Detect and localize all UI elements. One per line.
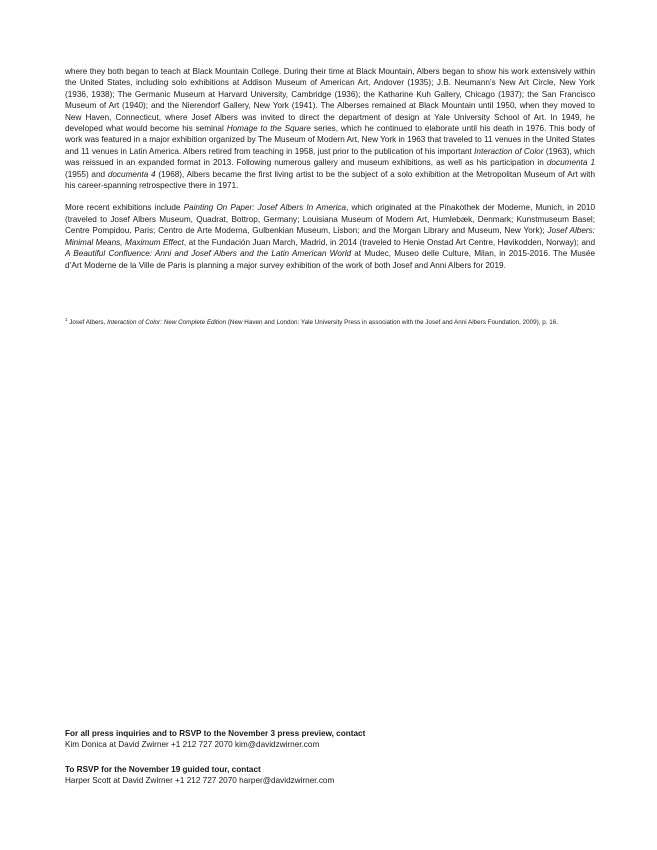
tour-contact-heading: To RSVP for the November 19 guided tour, contact [65,765,261,774]
footnote-marker: 1 [65,317,68,322]
footnote-text: Josef Albers, Interaction of Color: New Complete Edition (New Haven and London: Yale University Press in association with the Josef and Anni Albers Foundation, 2009), p. 16. [67,319,559,327]
italic-title: documenta 1 [546,158,596,168]
italic-title: Josef Albers: Minimal Means, Maximum Effect [65,226,596,247]
press-contact-line: Kim Donica at David Zwirner +1 212 727 2070 kim@davidzwirner.com [65,740,320,750]
press-contact [65,728,595,751]
paragraph-history: where they both began to teach at Black Mountain College. During their time at Black Mountain, Albers began to show his work extensively within the United States, including solo exhibitions at Addison Museum of American Art, Andover (1935); J.B. Neumann’s New Art Circle, New York (1936, 1938); The Germanic Museum at Harvard University, Cambridge (1936); the Katharine Kuh Gallery, Chicago (1937); the San Francisco Museum of Art (1940); and the Nierendorf Gallery, New York (1941). The Alberses remained at Black Mountain until 1950, when they moved to New Haven, Connecticut, where Josef Albers was invited to direct the department of design at Yale University School of Art. In 1949, he developed what would become his seminal Homage to the Square series, which he continued to elaborate until his death in 1976. This body of work was featured in a major exhibition organized by The Museum of Modern Art, New York in 1963 that traveled to 11 venues in the United States and 11 venues in Latin America. Albers retired from teaching in 1958, just prior to the publication of his important Interaction of Color (1963), which was reissued in an expanded format in 2013. Following numerous gallery and museum exhibitions, as well as his participation in documenta 1 (1955) and documenta 4 (1968), Albers became the first living artist to be the subject of a solo exhibition at the Metropolitan Museum of Art with his career-spanning retrospective there in 1971. [65,67,596,191]
italic-title: Interaction of Color: New Complete Edition [107,319,227,327]
tour-contact-line: Harper Scott at David Zwirner +1 212 727 2070 harper@davidzwirner.com [65,776,335,786]
body-text [65,66,595,282]
italic-title: Painting On Paper: Josef Albers In America [183,203,347,213]
press-contact-heading: For all press inquiries and to RSVP to the November 3 press preview, contact [65,729,366,738]
footnote [65,315,595,328]
italic-title: A Beautiful Confluence: Anni and Josef Albers and the Latin American World [65,249,352,259]
tour-contact [65,764,595,787]
paragraph-recent-exhibitions: More recent exhibitions include Painting On Paper: Josef Albers In America, which originated at the Pinakothek der Moderne, Munich, in 2010 (traveled to Josef Albers Museum, Quadrat, Bottrop, Germany; Louisiana Museum of Modern Art, Humlebæk, Denmark; Kunstmuseum Basel; Centre Pompidou, Paris; Centro de Arte Moderna, Gulbenkian Museum, Lisbon; and the Morgan Library and Museum, New York); Josef Albers: Minimal Means, Maximum Effect, at the Fundación Juan March, Madrid, in 2014 (traveled to Henie Onstad Art Centre, Høvikodden, Norway); and A Beautiful Confluence: Anni and Josef Albers and the Latin American World at Mudec, Museo delle Culture, Milan, in 2015-2016. The Musée d’Art Moderne de la Ville de Paris is planning a major survey exhibition of the work of both Josef and Anni Albers for 2019. [65,203,596,270]
italic-title: documenta 4 [107,169,156,179]
italic-title: Interaction of Color [474,146,544,156]
italic-title: Homage to the Square [226,124,311,134]
